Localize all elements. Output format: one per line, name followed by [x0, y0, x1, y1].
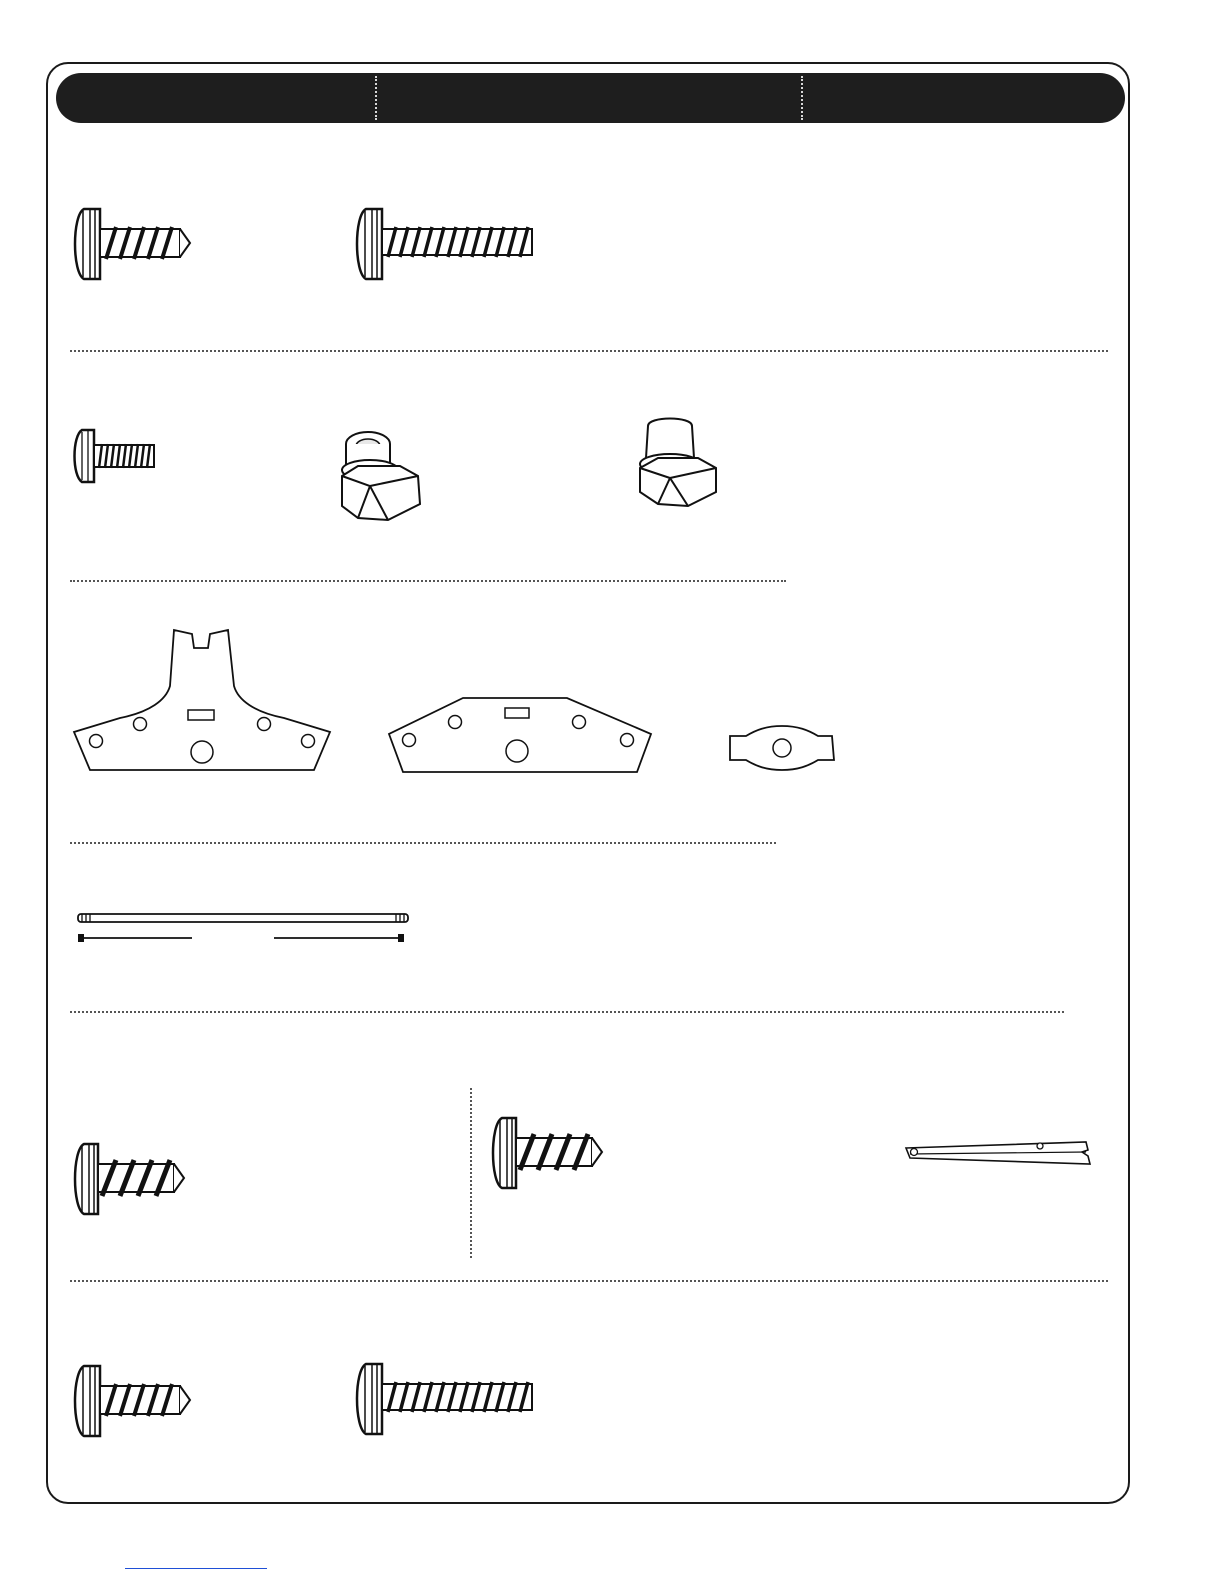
- header-column-1: [56, 73, 374, 123]
- cap-nut-icon: [636, 418, 726, 510]
- wide-thread-screw-icon: [488, 1116, 612, 1190]
- header-divider: [801, 76, 803, 120]
- column-separator: [470, 1088, 472, 1258]
- header-column-2: [376, 73, 802, 123]
- flat-bracket-icon: [387, 696, 653, 776]
- header-divider: [375, 76, 377, 120]
- page-frame: [46, 62, 1130, 1504]
- footer-link[interactable]: [125, 1552, 267, 1569]
- short-screw-icon: [70, 1364, 200, 1438]
- tall-bracket-icon: [74, 628, 334, 774]
- wire-spring-icon: [902, 1138, 1098, 1174]
- cap-nut-icon: [330, 430, 430, 522]
- threaded-rod-icon: [76, 910, 412, 946]
- header-column-3: [802, 73, 1123, 123]
- row-separator: [70, 1280, 1108, 1282]
- small-plate-icon: [726, 724, 838, 772]
- wide-thread-screw-icon: [70, 1142, 194, 1216]
- row-separator: [70, 842, 776, 844]
- row-separator: [70, 580, 786, 582]
- machine-screw-icon: [70, 428, 160, 484]
- long-screw-icon: [352, 207, 542, 281]
- long-screw-icon: [352, 1362, 542, 1436]
- row-separator: [70, 350, 1108, 352]
- row-separator: [70, 1011, 1064, 1013]
- short-screw-icon: [70, 207, 200, 281]
